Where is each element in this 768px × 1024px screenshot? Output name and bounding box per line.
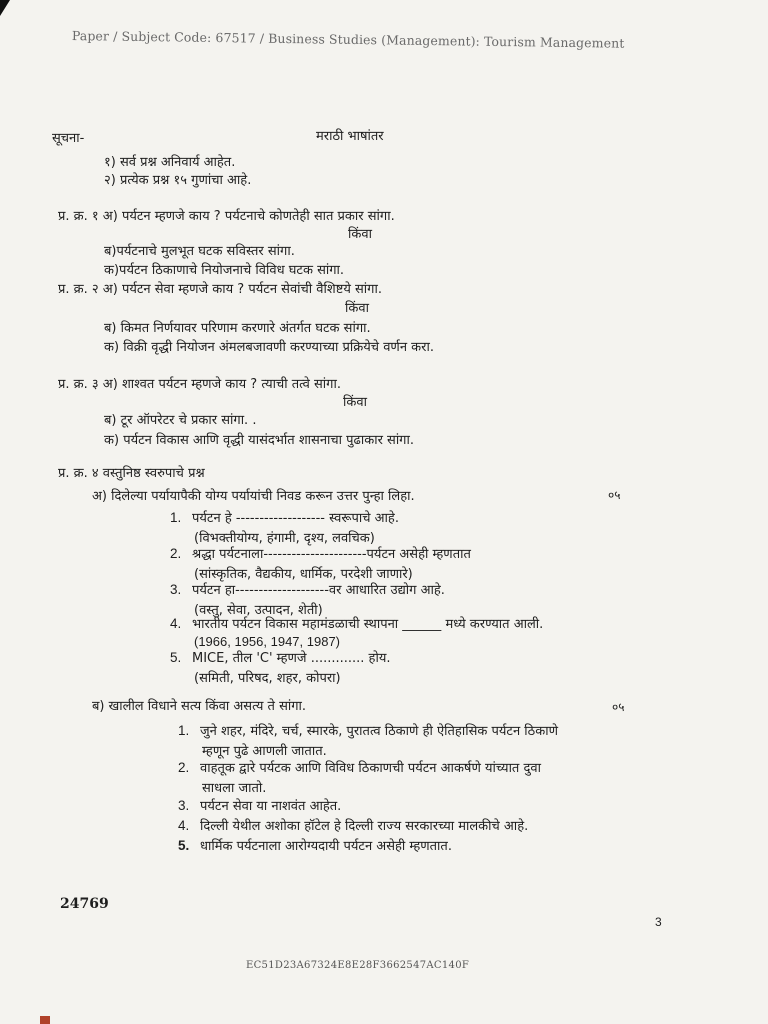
mcq-question: MICE, तील 'C' म्हणजे ............. होय. bbox=[192, 651, 391, 666]
q4-part-a-instruction: अ) दिलेल्या पर्यायापैकी योग्य पर्यायांची निवड करून उत्तर पुन्हा लिहा. bbox=[92, 489, 415, 504]
q3-or: किंवा bbox=[343, 395, 367, 410]
tf-number: 1. bbox=[178, 723, 190, 738]
tf-statement: वाहतूक द्वारे पर्यटक आणि विविध ठिकाणची पर्यटन आकर्षणे यांच्यात दुवा bbox=[200, 761, 541, 776]
translation-title: मराठी भाषांतर bbox=[316, 129, 384, 144]
q1-or: किंवा bbox=[348, 227, 372, 242]
q4-part-b-marks: ०५ bbox=[612, 700, 625, 714]
true-false-item bbox=[178, 720, 558, 759]
mcq-item bbox=[170, 507, 399, 546]
paper-code: 24769 bbox=[60, 896, 109, 912]
instruction-item-1: १) सर्व प्रश्न अनिवार्य आहेत. bbox=[104, 155, 236, 170]
mcq-question: श्रद्धा पर्यटनाला----------------------पर्यटन असेही म्हणतात bbox=[192, 547, 471, 562]
mcq-number: 2. bbox=[170, 546, 182, 561]
mcq-options: (1966, 1956, 1947, 1987) bbox=[194, 634, 341, 649]
mcq-question: पर्यटन हे ------------------- स्वरूपाचे आहे. bbox=[192, 511, 399, 526]
mcq-number: 3. bbox=[170, 582, 182, 597]
q2-part-c: क) विक्री वृद्धी नियोजन अंमलबजावणी करण्याच्या प्रक्रियेचे वर्णन करा. bbox=[104, 340, 434, 355]
tf-number: 3. bbox=[178, 798, 190, 813]
true-false-item bbox=[178, 795, 341, 814]
q1-part-b: ब)पर्यटनाचे मुलभूत घटक सविस्तर सांगा. bbox=[104, 244, 295, 259]
q1-part-c: क)पर्यटन ठिकाणाचे नियोजनाचे विविध घटक सांगा. bbox=[104, 263, 345, 278]
q4-part-b-instruction: ब) खालील विधाने सत्य किंवा असत्य ते सांगा. bbox=[92, 699, 307, 714]
mcq-number: 4. bbox=[170, 616, 182, 631]
q3-part-a: प्र. क्र. ३ अ) शाश्वत पर्यटन म्हणजे काय ? त्याची तत्वे सांगा. bbox=[58, 377, 341, 392]
true-false-item bbox=[178, 815, 528, 834]
tf-number: 2. bbox=[178, 760, 190, 775]
mcq-item bbox=[170, 613, 543, 649]
q4-title: प्र. क्र. ४ वस्तुनिष्ठ स्वरुपाचे प्रश्न bbox=[58, 466, 205, 481]
q2-part-a: प्र. क्र. २ अ) पर्यटन सेवा म्हणजे काय ? पर्यटन सेवांची वैशिष्टये सांगा. bbox=[58, 282, 382, 297]
q3-part-b: ब) टूर ऑपरेटर चे प्रकार सांगा. . bbox=[104, 413, 257, 428]
true-false-item bbox=[178, 757, 541, 796]
mcq-item bbox=[170, 647, 391, 686]
instructions-label: सूचना- bbox=[52, 131, 85, 146]
tf-statement-continued: म्हणून पुढे आणली जातात. bbox=[202, 744, 327, 759]
q2-part-b: ब) किमत निर्णयावर परिणाम करणारे अंतर्गत घटक सांगा. bbox=[104, 321, 371, 336]
mcq-options: (विभक्तीयोग्य, हंगामी, दृश्य, लवचिक) bbox=[194, 531, 375, 546]
scan-edge-mark bbox=[40, 1016, 50, 1024]
mcq-options: (समिती, परिषद, शहर, कोपरा) bbox=[194, 671, 341, 686]
q4-part-a-marks: ०५ bbox=[608, 488, 621, 502]
q1-part-a: प्र. क्र. १ अ) पर्यटन म्हणजे काय ? पर्यटनाचे कोणतेही सात प्रकार सांगा. bbox=[58, 209, 395, 224]
instruction-item-2: २) प्रत्येक प्रश्न १५ गुणांचा आहे. bbox=[104, 173, 252, 188]
q2-or: किंवा bbox=[345, 301, 369, 316]
mcq-options: (सांस्कृतिक, वैद्यकीय, धार्मिक, परदेशी जाणारे) bbox=[194, 567, 413, 582]
tf-number: 5. bbox=[178, 838, 190, 853]
tf-statement-continued: साधला जातो. bbox=[202, 781, 267, 796]
tf-statement: दिल्ली येथील अशोका हॉटेल हे दिल्ली राज्य सरकारच्या मालकीचे आहे. bbox=[200, 819, 529, 834]
tf-statement: जुने शहर, मंदिरे, चर्च, स्मारके, पुरातत्व ठिकाणे ही ऐतिहासिक पर्यटन ठिकाणे bbox=[200, 724, 558, 739]
q3-part-c: क) पर्यटन विकास आणि वृद्धी यासंदर्भात शासनाचा पुढाकार सांगा. bbox=[104, 433, 414, 448]
document-hash: EC51D23A67324E8E28F3662547AC140F bbox=[246, 960, 470, 971]
paper-header: Paper / Subject Code: 67517 / Business Studies (Management): Tourism Management bbox=[71, 28, 625, 51]
scan-corner-mark bbox=[0, 0, 10, 16]
mcq-number: 5. bbox=[170, 650, 182, 665]
true-false-item bbox=[178, 835, 452, 854]
mcq-question: पर्यटन हा--------------------वर आधारित उद्योग आहे. bbox=[192, 583, 445, 598]
tf-number: 4. bbox=[178, 818, 190, 833]
page-number: 3 bbox=[655, 915, 662, 929]
mcq-options: (वस्तु, सेवा, उत्पादन, शेती) bbox=[194, 603, 323, 618]
tf-statement: धार्मिक पर्यटनाला आरोग्यदायी पर्यटन असेही म्हणतात. bbox=[200, 839, 452, 854]
mcq-number: 1. bbox=[170, 510, 182, 525]
tf-statement: पर्यटन सेवा या नाशवंत आहेत. bbox=[200, 799, 342, 814]
mcq-item bbox=[170, 543, 471, 582]
mcq-question: भारतीय पर्यटन विकास महामंडळाची स्थापना ______ मध्ये करण्यात आली. bbox=[192, 617, 544, 632]
